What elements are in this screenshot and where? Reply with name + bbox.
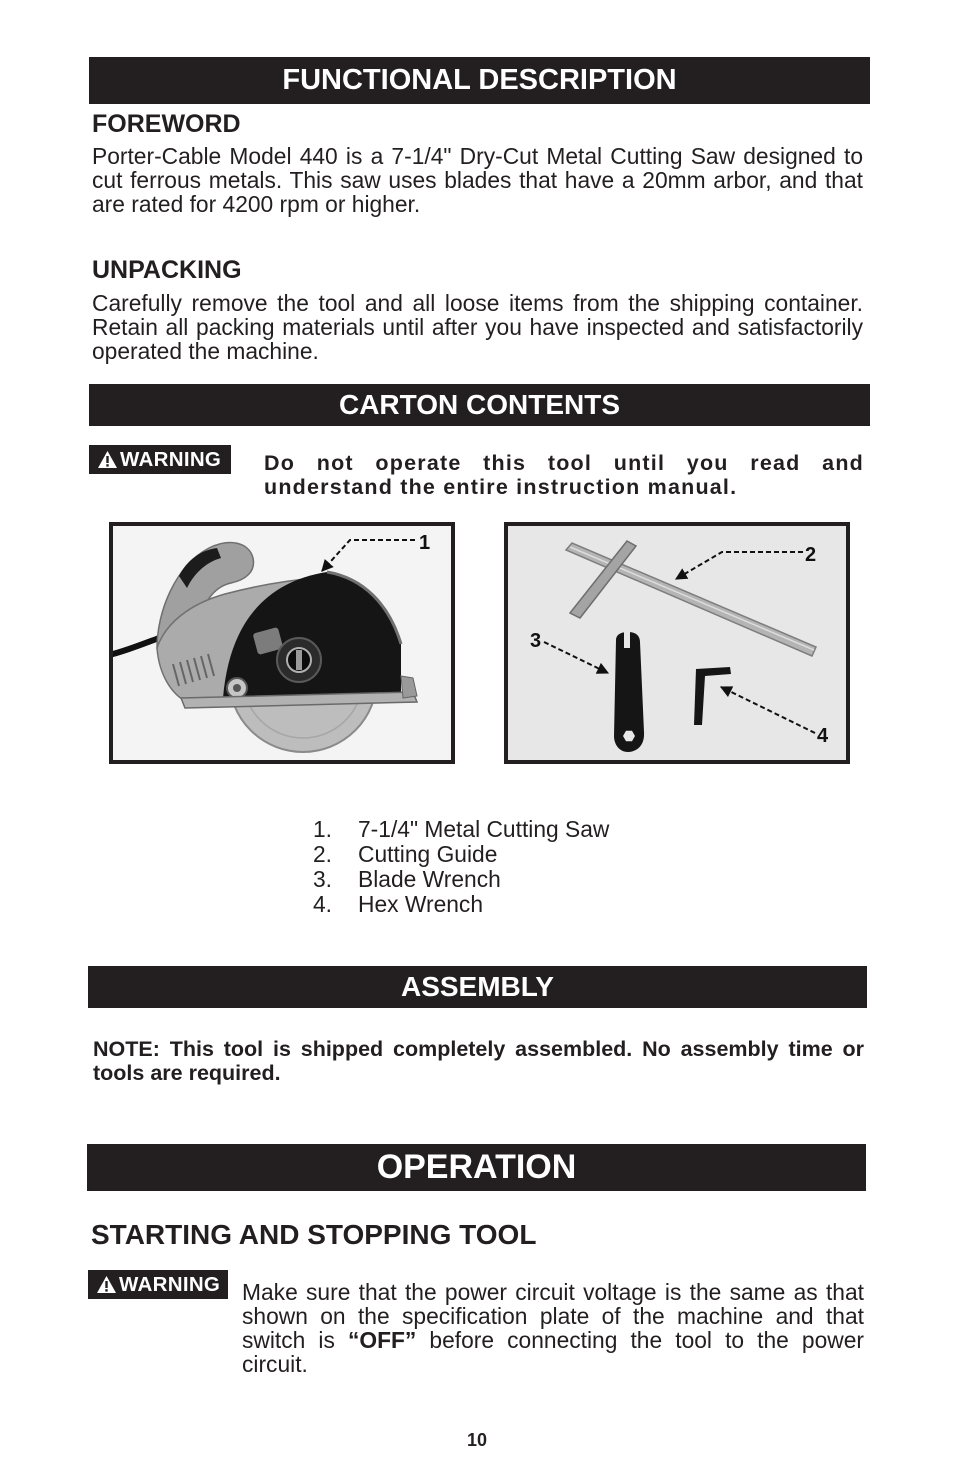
section-title: OPERATION bbox=[376, 1148, 577, 1186]
warning-badge bbox=[89, 445, 231, 474]
figure-accessories bbox=[504, 522, 850, 764]
list-item bbox=[313, 842, 609, 867]
callout-label-1: 1 bbox=[419, 532, 431, 554]
list-item-label: 7-1/4" Metal Cutting Saw bbox=[358, 816, 610, 842]
section-title: FUNCTIONAL DESCRIPTION bbox=[282, 64, 677, 96]
warning-text-part: before connecting the tool to the power circuit. bbox=[242, 1327, 865, 1377]
list-item bbox=[313, 892, 609, 917]
accessories-illustration bbox=[508, 526, 846, 760]
section-bar-operation bbox=[87, 1144, 866, 1191]
callout-label-3: 3 bbox=[530, 630, 542, 652]
list-item-number: 4. bbox=[313, 891, 333, 917]
section-title: ASSEMBLY bbox=[400, 971, 554, 1002]
unpacking-body: Carefully remove the tool and all loose items from the shipping container. Retain all packing materials until after you have inspected and satisfactorily operated the machine. bbox=[92, 290, 863, 364]
section-title: CARTON CONTENTS bbox=[338, 389, 621, 420]
depth-knob bbox=[227, 678, 247, 698]
warning-badge-label: WARNING bbox=[119, 1273, 221, 1296]
callout-label-4: 4 bbox=[817, 725, 829, 747]
section-bar-carton-contents bbox=[89, 384, 870, 426]
callout-label-2: 2 bbox=[805, 544, 817, 566]
carton-contents-list bbox=[313, 817, 609, 917]
list-item-number: 2. bbox=[313, 841, 333, 867]
starting-stopping-heading: STARTING AND STOPPING TOOL bbox=[91, 1219, 537, 1250]
list-item-number: 3. bbox=[313, 866, 333, 892]
figure-saw bbox=[109, 522, 455, 764]
warning-badge-label: WARNING bbox=[120, 448, 222, 471]
blade-wrench bbox=[614, 632, 644, 752]
section-bar-functional-description bbox=[89, 57, 870, 104]
warning-triangle-icon bbox=[97, 450, 118, 469]
warning-badge bbox=[88, 1270, 228, 1299]
list-item-label: Blade Wrench bbox=[358, 866, 501, 892]
list-item-label: Hex Wrench bbox=[358, 891, 484, 917]
list-item-label: Cutting Guide bbox=[358, 841, 498, 867]
warning-triangle-icon bbox=[96, 1275, 117, 1294]
assembly-note: NOTE: This tool is shipped completely assembled. No assembly time or tools are required. bbox=[93, 1037, 864, 1085]
list-item-number: 1. bbox=[313, 816, 333, 842]
off-emphasis: “OFF” bbox=[347, 1327, 417, 1353]
saw-illustration bbox=[113, 526, 451, 760]
foreword-body: Porter-Cable Model 440 is a 7-1/4" Dry-Cut Metal Cutting Saw designed to cut ferrous metals. This saw uses blades that have a 20mm arbor, and that are rated for 4200 rpm or higher. bbox=[92, 143, 863, 217]
warning-text-part: Make sure that the power circuit voltage is the same as that shown on the specification plate of the machine and that switch is bbox=[242, 1279, 864, 1353]
list-item bbox=[313, 817, 609, 842]
section-bar-assembly bbox=[88, 966, 867, 1008]
unpacking-heading: UNPACKING bbox=[92, 256, 242, 284]
page-number: 10 bbox=[466, 1430, 488, 1450]
list-item bbox=[313, 867, 609, 892]
warning-text: Do not operate this tool until you read and understand the entire instruction manual. bbox=[264, 451, 864, 499]
voltage-warning-text bbox=[242, 1280, 864, 1376]
foreword-heading: FOREWORD bbox=[92, 110, 241, 138]
arbor-hub bbox=[277, 638, 321, 682]
